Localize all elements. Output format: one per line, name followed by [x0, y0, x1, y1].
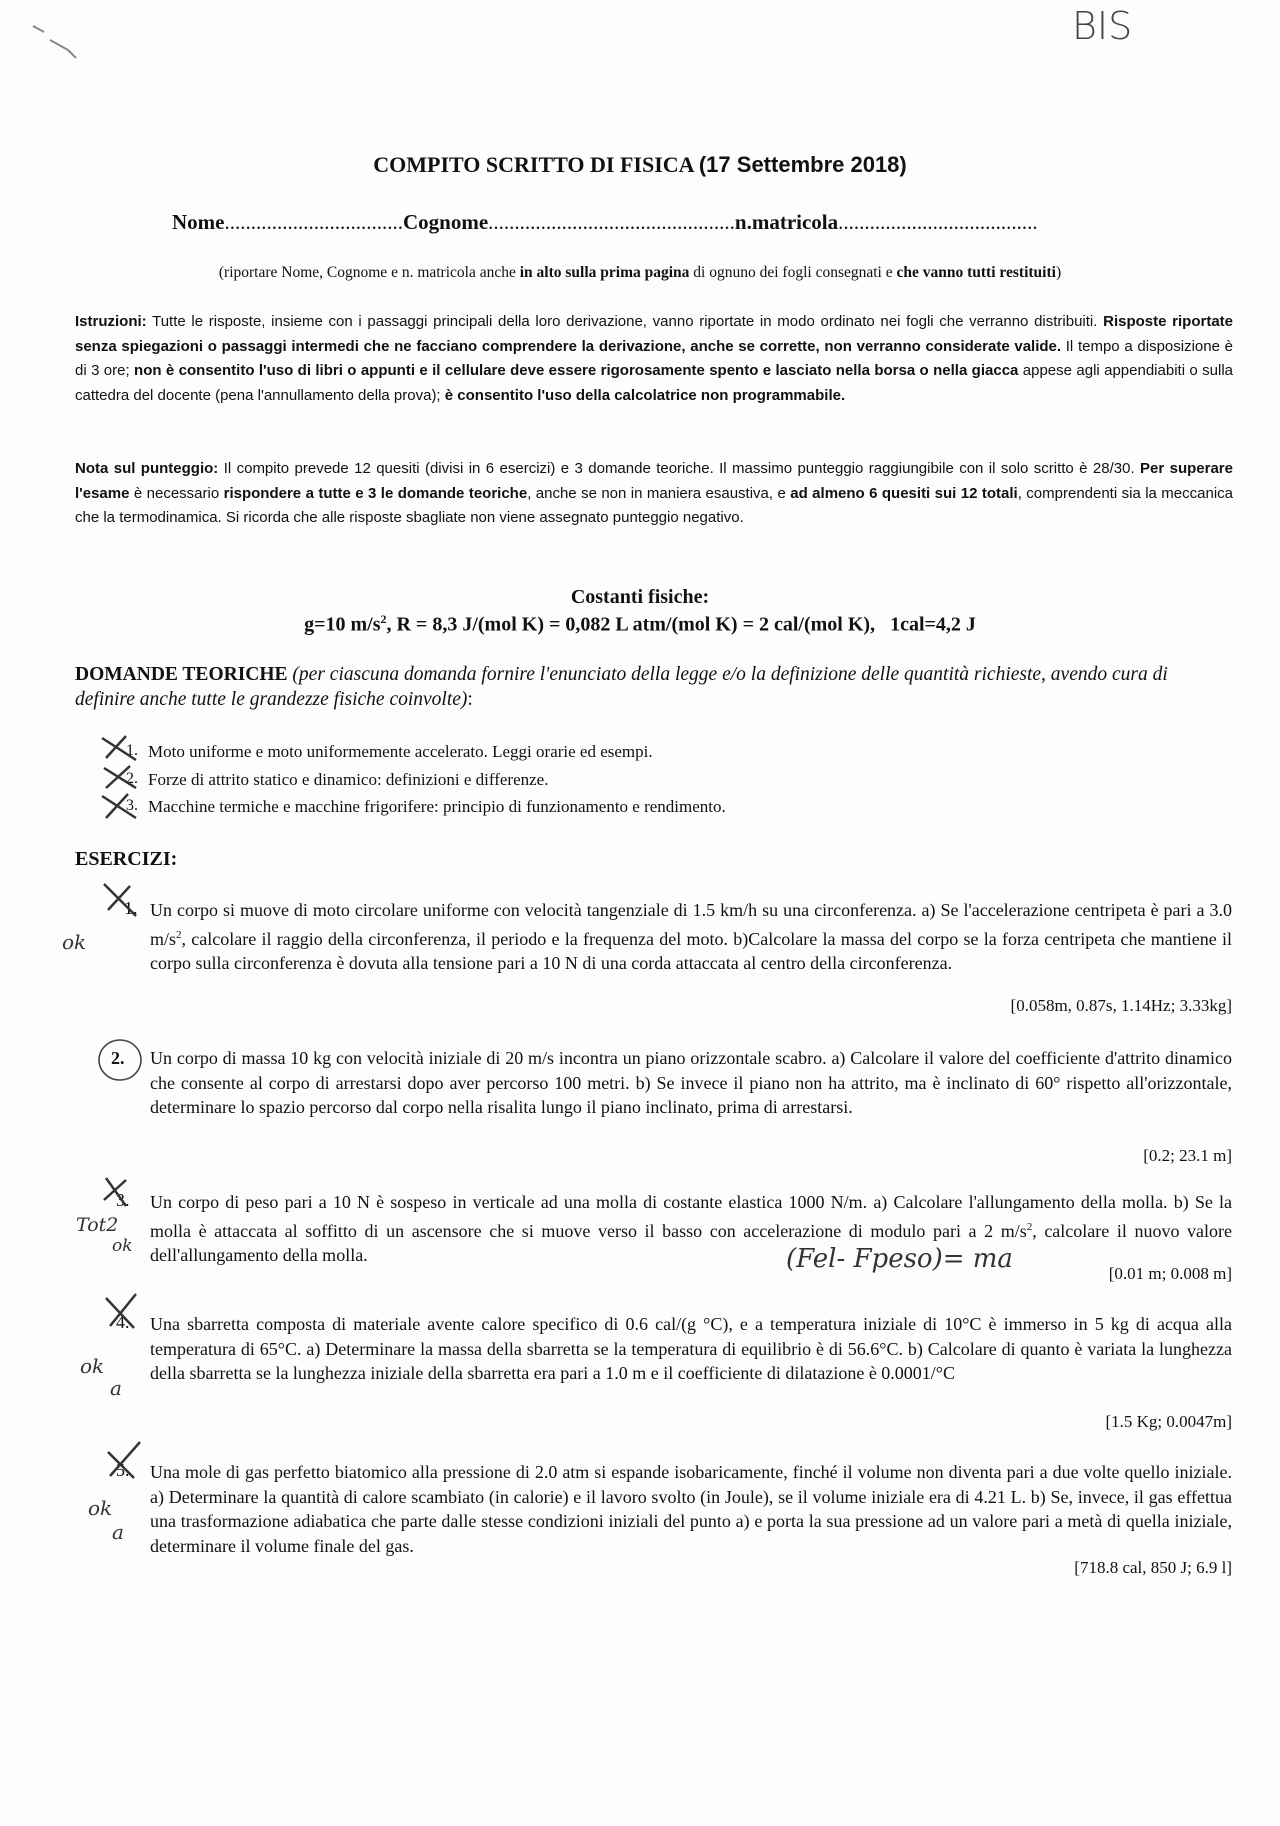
- handwritten-note: Tot2: [76, 1214, 119, 1236]
- exercise-sup: 2: [176, 928, 182, 941]
- exercise-5-answer: [718.8 cal, 850 J; 6.9 l]: [1074, 1558, 1232, 1577]
- crossout-icon: [102, 736, 136, 760]
- istruzioni-text: Il tempo a disposizione è di 3 ore;: [75, 337, 1233, 379]
- handwritten-note: ok: [62, 930, 87, 954]
- theory-item: [148, 770, 548, 790]
- theory-crossout-marks: [96, 732, 146, 824]
- exercise-text: Una sbarretta composta di materiale avente calore specifico di 0.6 cal/(g °C), e a temperatura iniziale di 10°C è immerso in 5 kg di acqua alla temperatura di 65°C. a) Determinare la massa della sbarretta se la temperatura di equilibrio è di 56.6°C. b) Calcolare di quanto è variata la lunghezza della sbarretta se la lunghezza iniziale della sbarretta era pari a 1.0 m e il coefficiente di dilatazione è 0.0001/°C: [150, 1314, 1232, 1383]
- istruzioni-bold: è consentito l'uso della calcolatrice non programmabile.: [444, 386, 846, 404]
- istruzioni-paragraph: [75, 310, 1233, 408]
- exercise-number: 5.: [116, 1460, 130, 1480]
- constant-r: , R = 8,3 J/(mol K) = 0,082 L atm/(mol K) = 2 cal/(mol K),: [386, 613, 876, 636]
- exercise-text: Una mole di gas perfetto biatomico alla pressione di 2.0 atm si espande isobaricamente, finché il volume non diventa pari a due volte quello iniziale. a) Determinare la quantità di calore scambiato (in calorie) e il lavoro svolto (in Joule), se il volume iniziale era di 4.21 L. b) Se, invece, il gas effettua una trasformazione adiabatica che parte dalle stesse condizioni iniziali del punto a) e porta la sua pressione ad un valore pari a metà di quella iniziale, determinare il volume finale del gas.: [150, 1462, 1232, 1556]
- theory-item: [148, 797, 726, 817]
- cognome-field[interactable]: ...............................................: [488, 210, 735, 234]
- nota-text: è necessario: [129, 484, 224, 502]
- report-note-text: ): [1055, 264, 1062, 281]
- student-info-row: [172, 210, 1038, 235]
- report-note-bold: che vanno tutti restituiti: [896, 264, 1056, 281]
- page-title: [0, 152, 1280, 178]
- nota-bold: rispondere a tutte e 3 le domande teoriche: [223, 484, 528, 502]
- handwritten-note: ok: [112, 1236, 133, 1256]
- constant-g-exp: 2: [380, 612, 387, 626]
- exercise-number: 2.: [111, 1048, 125, 1068]
- exercise-4-answer: [1.5 Kg; 0.0047m]: [1105, 1412, 1232, 1431]
- istruzioni-text: appese agli appendiabiti o sulla cattedra del docente (pena l'annullamento della prova);: [75, 362, 1233, 404]
- nota-text: , anche se non in maniera esaustiva, e: [527, 484, 791, 502]
- exercise-2-text: [150, 1046, 1232, 1120]
- nome-field[interactable]: ..................................: [224, 210, 403, 234]
- report-note-text: (riportare Nome, Cognome e n. matricola anche: [218, 264, 520, 281]
- exercise-text: Un corpo di massa 10 kg con velocità iniziale di 20 m/s incontra un piano orizzontale scabro. a) Calcolare il valore del coefficiente d'attrito dinamico che consente al corpo di arrestarsi dopo aver percorso 100 metri. b) Se invece il piano non ha attrito, ma è inclinato di 60° rispetto all'orizzontale, determinare lo spazio percorso dal corpo nella risalita lungo il piano inclinato, prima di arrestarsi.: [150, 1048, 1232, 1117]
- handwritten-formula: (Fel- Fpeso)= ma: [786, 1244, 1013, 1274]
- exercise-text: Un corpo di peso pari a 10 N è sospeso in verticale ad una molla di costante elastica 1000 N/m. a) Calcolare l'allungamento della molla. b) Se la molla è attaccata al soffitto di un ascensore che si muove verso il basso con accelerazione di modulo pari a 2 m/s: [150, 1192, 1232, 1241]
- nota-bold: ad almeno 6 quesiti sui 12 totali: [790, 484, 1018, 502]
- exercise-sup: 2: [1026, 1220, 1033, 1233]
- cognome-label: Cognome: [402, 210, 489, 234]
- exercise-number: 4.: [116, 1312, 130, 1332]
- nome-label: Nome: [172, 210, 225, 234]
- exercises-heading: ESERCIZI:: [75, 848, 178, 870]
- theory-intro: [75, 662, 1225, 712]
- matricola-field[interactable]: ......................................: [838, 210, 1038, 234]
- exercise-3-answer: [0.01 m; 0.008 m]: [1108, 1264, 1232, 1283]
- exercise-1-answer: [0.058m, 0.87s, 1.14Hz; 3.33kg]: [1010, 996, 1232, 1015]
- handwritten-note: a: [110, 1376, 122, 1400]
- exercise-crossout-marks: [96, 880, 156, 1520]
- exercise-3-text: [150, 1190, 1232, 1268]
- crossout-icon: [104, 766, 136, 788]
- handwritten-note: ok: [80, 1354, 105, 1378]
- title-date: (17 Settembre 2018): [698, 152, 907, 177]
- theory-item: [148, 742, 653, 762]
- corner-bis-mark: BIS: [1072, 4, 1133, 48]
- theory-number: 2.: [126, 770, 138, 787]
- nota-text: Il compito prevede 12 quesiti (divisi in 6 esercizi) e 3 domande teoriche. Il massimo punteggio raggiungibile con il solo scritto è 28/30.: [218, 460, 1141, 477]
- exercise-2-answer: [0.2; 23.1 m]: [1143, 1146, 1232, 1165]
- staple-mark-icon: [28, 18, 88, 63]
- theory-instructions: (per ciascuna domanda fornire l'enunciato della legge e/o la definizione delle quantità richieste, avendo cura di definire anche tutte le grandezze fisiche coinvolte): [75, 664, 1168, 710]
- report-note-text: di ognuno dei fogli consegnati e: [689, 264, 897, 281]
- exercise-number: 3.: [116, 1190, 130, 1210]
- matricola-label: n.matricola: [734, 210, 839, 234]
- theory-item-text: Moto uniforme e moto uniformemente accelerato. Leggi orarie ed esempi.: [148, 742, 653, 761]
- crossout-icon: [102, 794, 136, 818]
- nota-label: Nota sul punteggio:: [75, 460, 219, 477]
- exercise-1-text: [150, 898, 1232, 976]
- istruzioni-bold: non è consentito l'uso di libri o appunti e il cellulare deve essere rigorosamente spento e lasciato nella borsa o nella giacca: [134, 362, 1019, 379]
- crossout-icon: [108, 1442, 140, 1478]
- title-text: COMPITO SCRITTO DI FISICA: [373, 152, 694, 177]
- nota-bold: Per superare l'esame: [75, 460, 1233, 502]
- theory-heading: DOMANDE TEORICHE: [75, 664, 288, 685]
- crossout-icon: [104, 1178, 126, 1206]
- theory-number: 1.: [126, 742, 138, 759]
- exercise-text: Un corpo si muove di moto circolare uniforme con velocità tangenziale di 1.5 km/h su una circonferenza. a) Se l'accelerazione centripeta è pari a 3.0 m/s: [150, 900, 1232, 949]
- theory-number: 3.: [126, 797, 138, 814]
- constants-line: [0, 612, 1280, 637]
- report-note-bold: in alto sulla prima pagina: [519, 264, 690, 281]
- constant-g: g=10 m/s: [304, 613, 381, 636]
- nota-text: , comprendenti sia la meccanica che la termodinamica. Si ricorda che alle risposte sbagliate non viene assegnato punteggio negativo.: [75, 484, 1234, 526]
- constant-cal: 1cal=4,2 J: [890, 613, 976, 636]
- crossout-icon: [106, 1294, 136, 1328]
- theory-colon: :: [467, 689, 473, 710]
- crossout-icon: [104, 884, 136, 916]
- theory-item-text: Macchine termiche e macchine frigorifere: principio di funzionamento e rendimento.: [148, 797, 726, 816]
- exercise-text: , calcolare il nuovo valore dell'allungamento della molla.: [150, 1220, 1233, 1265]
- istruzioni-text: Tutte le risposte, insieme con i passaggi principali della loro derivazione, vanno riportate in modo ordinato nei fogli che verranno distribuiti.: [146, 313, 1104, 330]
- report-note: [0, 264, 1280, 282]
- constants-title: Costanti fisiche:: [570, 586, 710, 608]
- exercise-5-text: [150, 1460, 1232, 1558]
- istruzioni-label: Istruzioni:: [75, 313, 147, 330]
- exercise-text: , calcolare il raggio della circonferenza, il periodo e la frequenza del moto. b)Calcolare la massa del corpo se la forza centripeta che mantiene il corpo sulla circonferenza è dovuta alla tensione pari a 10 N di una corda attaccata al centro della circonferenza.: [150, 928, 1232, 973]
- theory-item-text: Forze di attrito statico e dinamico: definizioni e differenze.: [148, 770, 549, 789]
- exercise-number: 1.: [124, 898, 138, 918]
- handwritten-note: ok: [88, 1496, 113, 1520]
- handwritten-note: a: [112, 1520, 124, 1544]
- istruzioni-bold: Risposte riportate senza spiegazioni o passaggi intermedi che ne facciano comprendere la derivazione, anche se corrette, non verranno considerate valide.: [75, 313, 1234, 355]
- nota-paragraph: [75, 457, 1233, 531]
- exercise-4-text: [150, 1312, 1232, 1386]
